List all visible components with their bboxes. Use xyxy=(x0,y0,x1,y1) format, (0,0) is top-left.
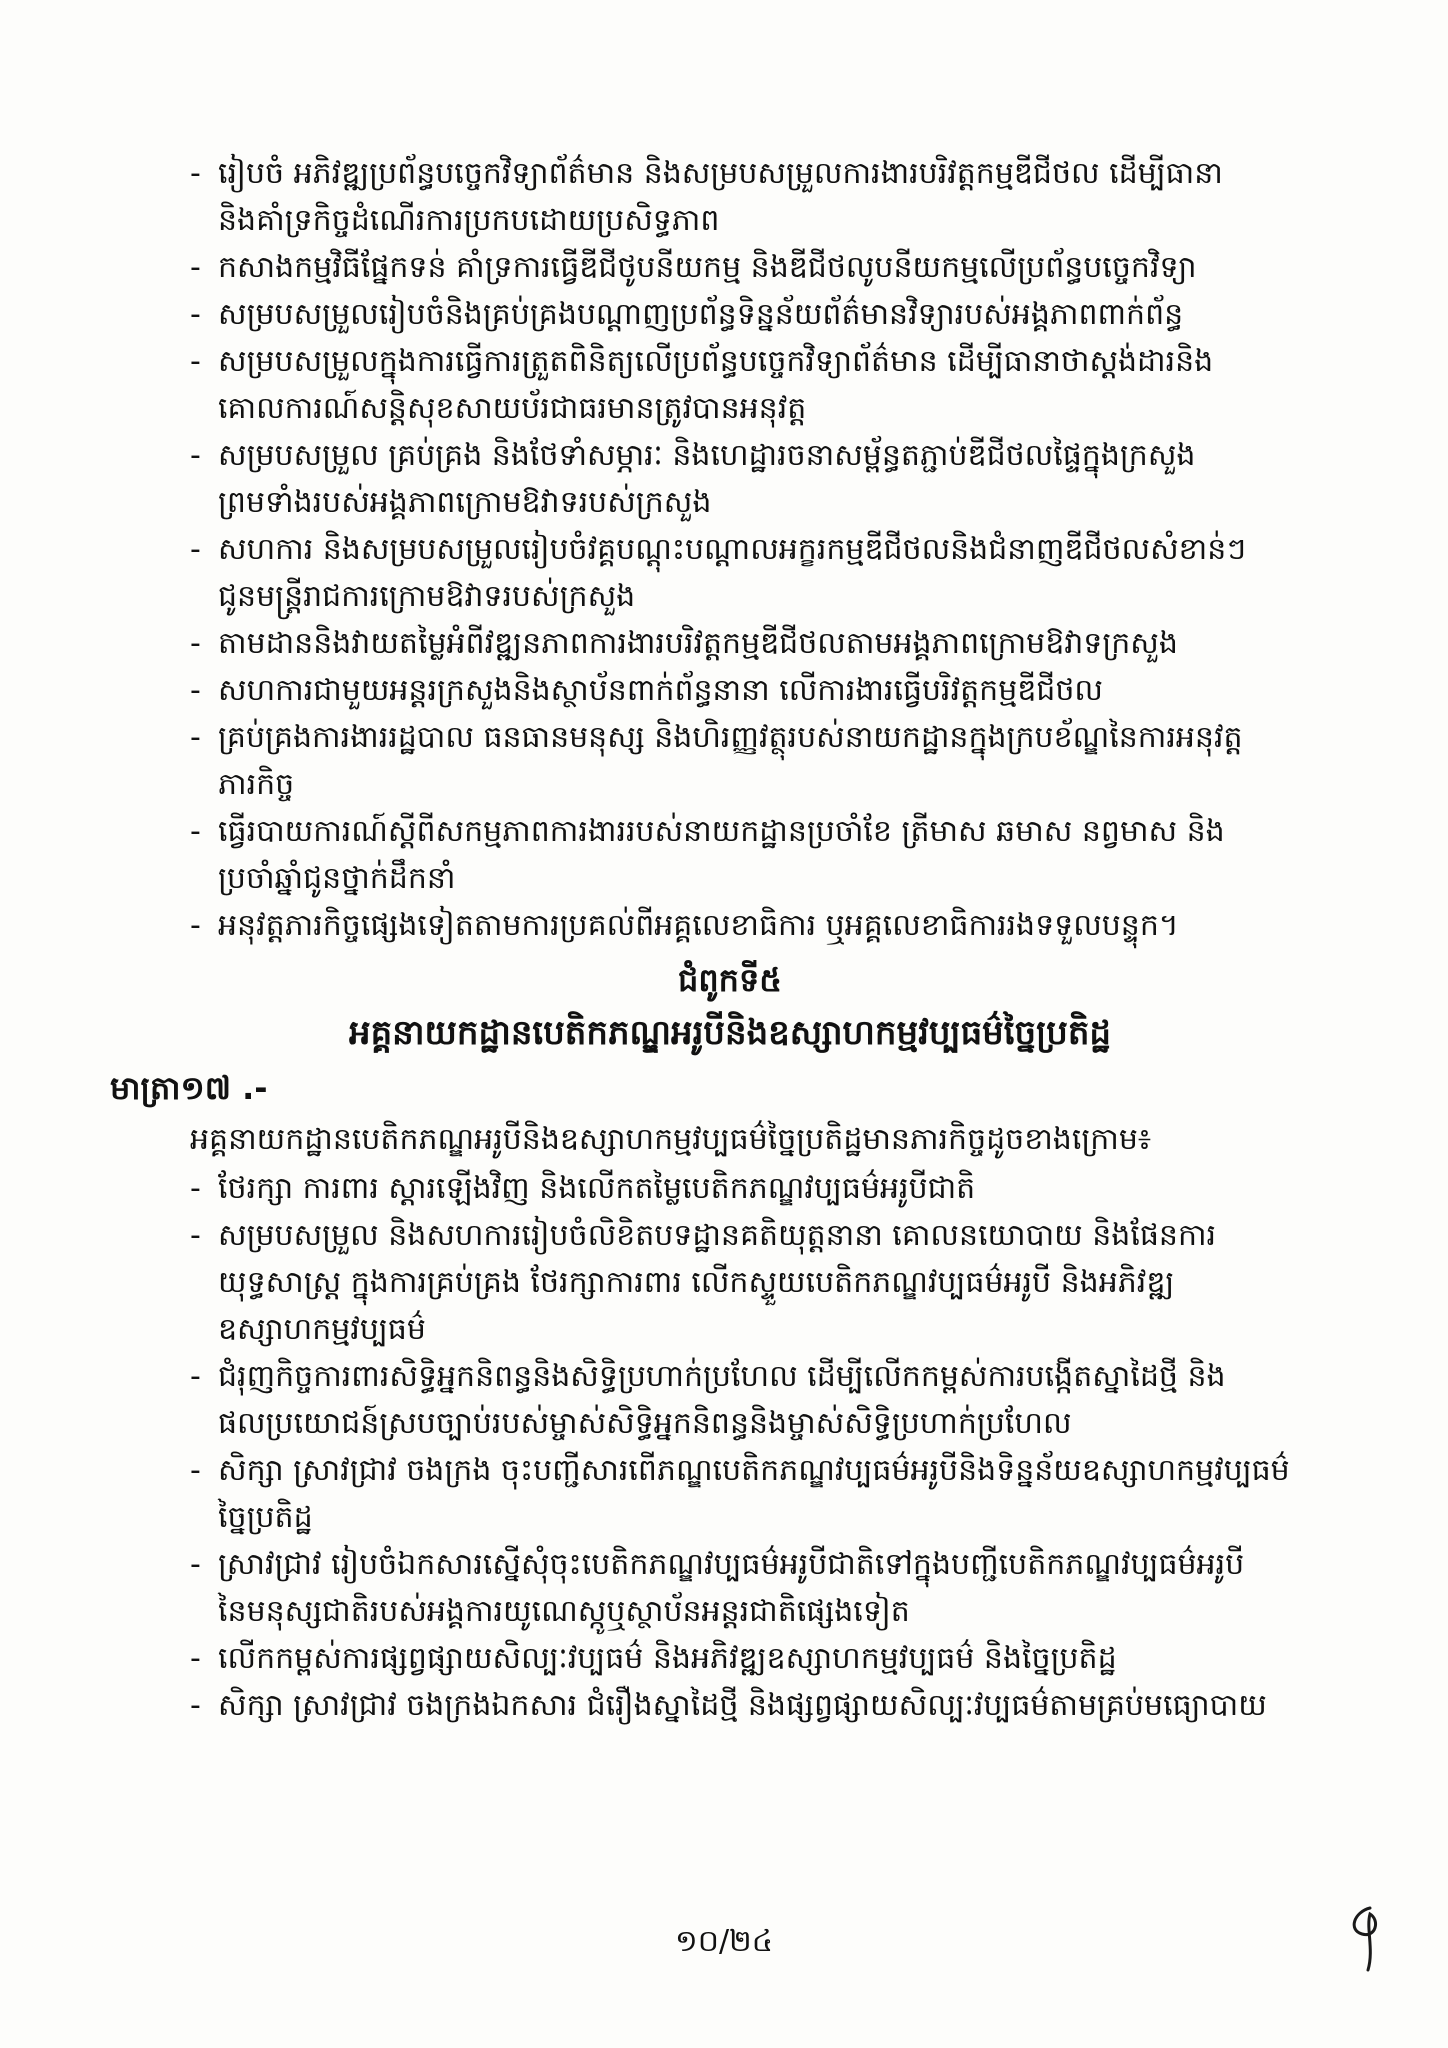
list-item-line: យុទ្ធសាស្ត្រ ក្នុងការគ្រប់គ្រង ថែរក្សាការពារ លើកស្ទួយបេតិកភណ្ឌវប្បធម៌អរូបី និងអភិវឌ្ឍ xyxy=(218,1265,1175,1300)
list-item xyxy=(190,526,1270,620)
task-list-top xyxy=(190,150,1270,949)
list-item-line: អនុវត្តភារកិច្ចផ្សេងទៀតតាមការប្រគល់ពីអគ្គលេខាធិការ ឬអគ្គលេខាធិការរងទទួលបន្ទុក។ xyxy=(218,908,1179,943)
list-item xyxy=(190,432,1270,526)
list-item-line: និងគាំទ្រកិច្ចដំណើរការប្រកបដោយប្រសិទ្ធភាព xyxy=(218,203,720,238)
bullet-dash: - xyxy=(190,532,201,567)
list-item xyxy=(190,1541,1270,1635)
page-number: ១០/២៤ xyxy=(675,1924,773,1959)
document-body xyxy=(110,150,1290,1729)
list-item xyxy=(190,1165,1270,1212)
list-item xyxy=(190,244,1270,291)
list-item-line: ធ្វើរបាយការណ៍ស្តីពីសកម្មភាពការងាររបស់នាយកដ្ឋានប្រចាំខែ ត្រីមាស ឆមាស នព្វមាស និង xyxy=(218,814,1225,849)
article-title: មាត្រា១៧ .- xyxy=(110,1069,268,1107)
list-item-line: ថែរក្សា ការពារ ស្តារឡើងវិញ និងលើកតម្លៃបេតិកភណ្ឌវប្បធម៌អរូបីជាតិ xyxy=(218,1171,976,1206)
list-item-line: តាមដាននិងវាយតម្លៃអំពីវឌ្ឍនភាពការងារបរិវត្តកម្មឌីជីថលតាមអង្គភាពក្រោមឱវាទក្រសួង xyxy=(218,626,1178,661)
list-item-line: សម្របសម្រួលរៀបចំនិងគ្រប់គ្រងបណ្ដាញប្រព័ន្ធទិន្នន័យព័ត៌មានវិទ្យារបស់អង្គភាពពាក់ព័ន្ធ xyxy=(218,297,1184,332)
bullet-dash: - xyxy=(190,673,201,708)
list-item xyxy=(190,667,1270,714)
list-item xyxy=(190,1635,1270,1682)
list-item-line: ជូនមន្ត្រីរាជការក្រោមឱវាទរបស់ក្រសួង xyxy=(218,579,636,614)
list-item-line: សិក្សា ស្រាវជ្រាវ ចងក្រង ចុះបញ្ជីសារពើភណ្ឌបេតិកភណ្ឌវប្បធម៌អរូបីនិងទិន្នន័យឧស្សាហកម្មវប្បធម៌ xyxy=(218,1453,1290,1488)
list-item xyxy=(190,150,1270,244)
chapter-title: ជំពូកទី៥ xyxy=(678,961,782,999)
article-intro: អគ្គនាយកដ្ឋានបេតិកភណ្ឌអរូបីនិងឧស្សាហកម្មវប្បធម៌ច្នៃប្រតិដ្ឋមានភារកិច្ចដូចខាងក្រោម៖ xyxy=(190,1122,1152,1157)
bullet-dash: - xyxy=(190,720,201,755)
initial-signature xyxy=(1340,1900,1396,1980)
list-item-line: ស្រាវជ្រាវ រៀបចំឯកសារស្នើសុំចុះបេតិកភណ្ឌវប្បធម៌អរូបីជាតិទៅក្នុងបញ្ជីបេតិកភណ្ឌវប្បធម៌អរូបី xyxy=(218,1547,1245,1582)
list-item-line: សិក្សា ស្រាវជ្រាវ ចងក្រងឯកសារ ជំរឿងស្នាដៃថ្មី និងផ្សព្វផ្សាយសិល្បៈវប្បធម៌តាមគ្រប់មធ្យោបាយ xyxy=(218,1688,1267,1723)
list-item-line: កសាងកម្មវិធីផ្នែកទន់ គាំទ្រការធ្វើឌីជីថូបនីយកម្ម និងឌីជីថលូបនីយកម្មលើប្រព័ន្ធបច្ចេកវិទ្យា xyxy=(218,250,1197,285)
list-item xyxy=(190,291,1270,338)
bullet-dash: - xyxy=(190,1641,201,1676)
bullet-dash: - xyxy=(190,908,201,943)
task-list-bottom xyxy=(190,1165,1290,1729)
list-item-line: សម្របសម្រួល និងសហការរៀបចំលិខិតបទដ្ឋានគតិយុត្តនានា គោលនយោបាយ និងផែនការ xyxy=(218,1218,1217,1253)
list-item-line: នៃមនុស្សជាតិរបស់អង្គការយូណេស្កូឬស្ថាប័នអន្តរជាតិផ្សេងទៀត xyxy=(218,1594,910,1629)
bullet-dash: - xyxy=(190,814,201,849)
list-item-line: ភារកិច្ច xyxy=(218,767,295,802)
bullet-dash: - xyxy=(190,1218,201,1253)
list-item xyxy=(190,1447,1290,1541)
list-item xyxy=(190,620,1270,667)
list-item-line: សហការ និងសម្របសម្រួលរៀបចំវគ្គបណ្តុះបណ្តាលអក្ខរកម្មឌីជីថលនិងជំនាញឌីជីថលសំខាន់ៗ xyxy=(218,532,1247,567)
list-item xyxy=(190,1682,1270,1729)
bullet-dash: - xyxy=(190,1453,201,1488)
list-item-line: ច្នៃប្រតិដ្ឋ xyxy=(218,1500,313,1535)
bullet-dash: - xyxy=(190,250,201,285)
list-item-line: សហការជាមួយអន្តរក្រសួងនិងស្ថាប័នពាក់ព័ន្ធនានា លើការងារធ្វើបរិវត្តកម្មឌីជីថល xyxy=(218,673,1103,708)
list-item-line: គ្រប់គ្រងការងាររដ្ឋបាល ធនធានមនុស្ស និងហិរញ្ញវត្ថុរបស់នាយកដ្ឋានក្នុងក្របខ័ណ្ឌនៃការអនុវត្ត xyxy=(218,720,1243,755)
bullet-dash: - xyxy=(190,1688,201,1723)
list-item-line: រៀបចំ អភិវឌ្ឍប្រព័ន្ធបច្ចេកវិទ្យាព័ត៌មាន និងសម្របសម្រួលការងារបរិវត្តកម្មឌីជីថល ដើម្បីធានា xyxy=(218,156,1223,191)
bullet-dash: - xyxy=(190,1171,201,1206)
list-item-line: ជំរុញកិច្ចការពារសិទ្ធិអ្នកនិពន្ធនិងសិទ្ធិប្រហាក់ប្រហែល ដើម្បីលើកកម្ពស់ការបង្កើតស្នាដៃថ្មី និង xyxy=(218,1359,1226,1394)
list-item xyxy=(190,902,1270,949)
list-item-line: គោលការណ៍សន្តិសុខសាយប័រជាធរមានត្រូវបានអនុវត្ត xyxy=(218,391,807,426)
bullet-dash: - xyxy=(190,156,201,191)
list-item xyxy=(190,808,1270,902)
list-item-line: ប្រចាំឆ្នាំជូនថ្នាក់ដឹកនាំ xyxy=(218,861,456,896)
chapter-name: អគ្គនាយកដ្ឋានបេតិកភណ្ឌអរូបីនិងឧស្សាហកម្មវប្បធម៌ច្នៃប្រតិដ្ឋ xyxy=(348,1013,1111,1053)
list-item-line: ផលប្រយោជន៍ស្របច្បាប់របស់ម្ចាស់សិទ្ធិអ្នកនិពន្ធនិងម្ចាស់សិទ្ធិប្រហាក់ប្រហែល xyxy=(218,1406,1072,1441)
list-item-line: ព្រមទាំងរបស់អង្គភាពក្រោមឱវាទរបស់ក្រសួង xyxy=(218,485,712,520)
list-item-line: សម្របសម្រួលក្នុងការធ្វើការត្រួតពិនិត្យលើប្រព័ន្ធបច្ចេកវិទ្យាព័ត៌មាន ដើម្បីធានាថាស្តង់ដារនិង xyxy=(218,344,1214,379)
bullet-dash: - xyxy=(190,344,201,379)
bullet-dash: - xyxy=(190,297,201,332)
list-item-line: សម្របសម្រួល គ្រប់គ្រង និងថែទាំសម្ភារៈ និងហេដ្ឋារចនាសម្ព័ន្ធតភ្ជាប់ឌីជីថលផ្ទៃក្នុងក្រសួង xyxy=(218,438,1196,473)
list-item-line: លើកកម្ពស់ការផ្សព្វផ្សាយសិល្បៈវប្បធម៌ និងអភិវឌ្ឍឧស្សាហកម្មវប្បធម៌ និងច្នៃប្រតិដ្ឋ xyxy=(218,1641,1117,1676)
bullet-dash: - xyxy=(190,438,201,473)
bullet-dash: - xyxy=(190,1359,201,1394)
list-item xyxy=(190,1212,1270,1353)
bullet-dash: - xyxy=(190,626,201,661)
bullet-dash: - xyxy=(190,1547,201,1582)
list-item xyxy=(190,338,1270,432)
list-item-line: ឧស្សាហកម្មវប្បធម៌ xyxy=(218,1312,426,1347)
list-item xyxy=(190,714,1270,808)
list-item xyxy=(190,1353,1270,1447)
